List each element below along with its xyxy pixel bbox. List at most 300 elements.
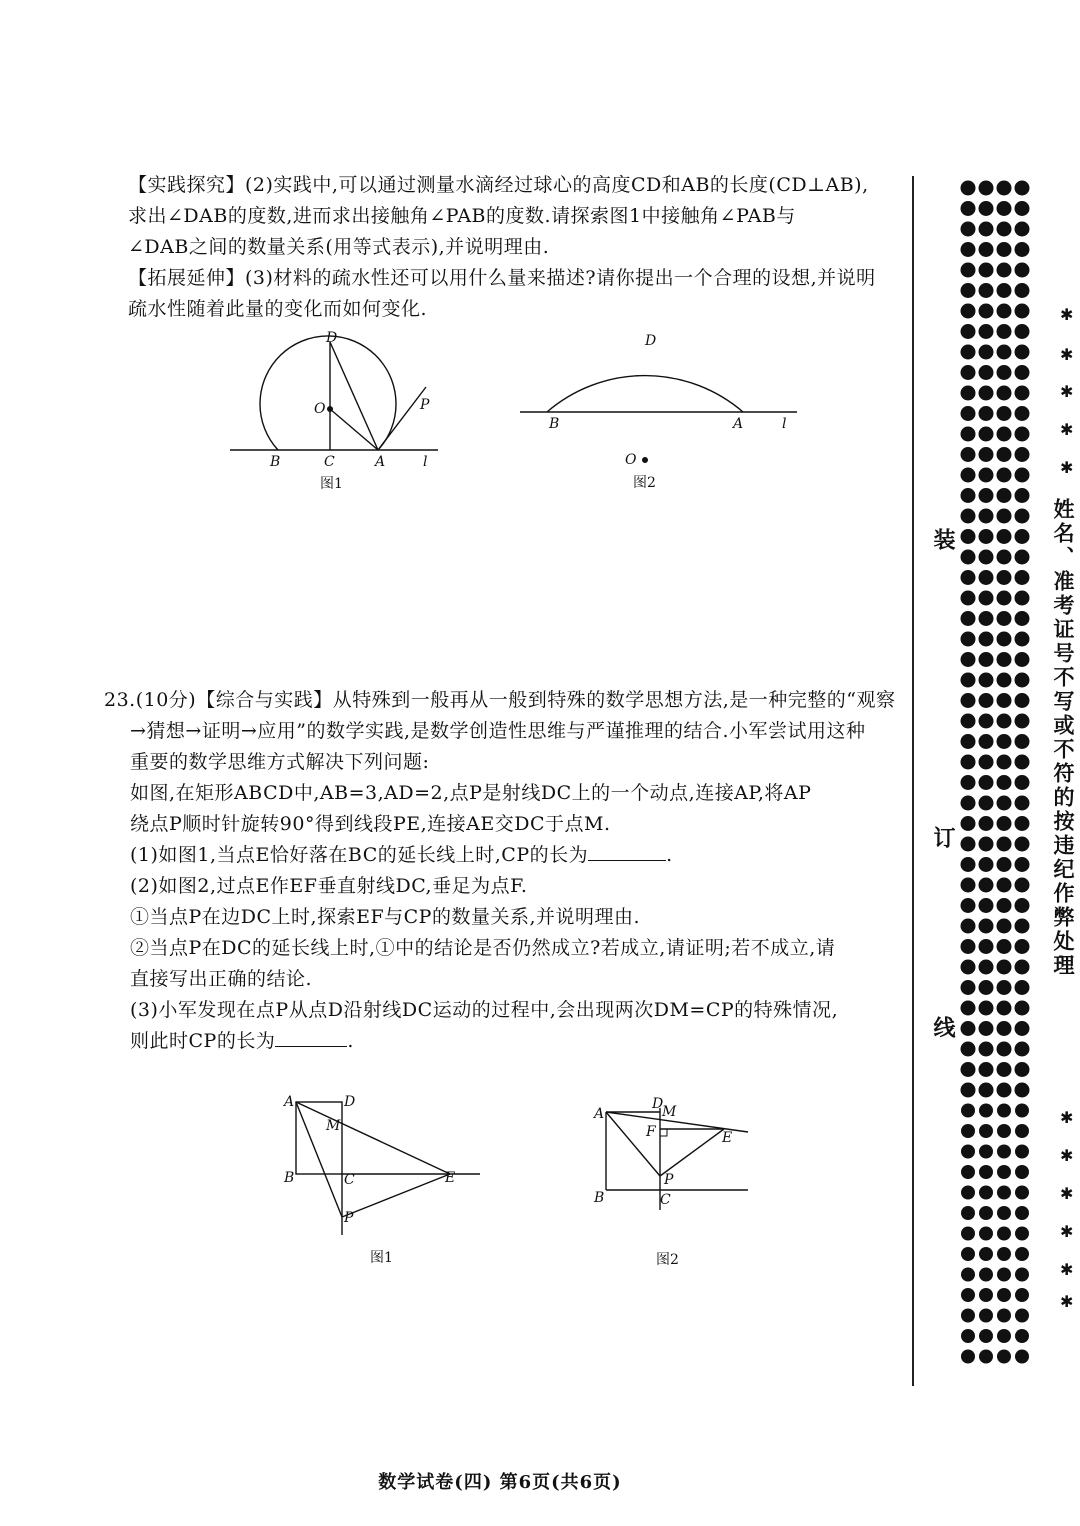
binding-char-ding: 订 bbox=[930, 826, 956, 848]
center-point-o bbox=[642, 457, 648, 463]
margin-dot bbox=[979, 1042, 994, 1057]
margin-dot bbox=[979, 837, 994, 852]
margin-dot bbox=[979, 1227, 993, 1241]
margin-dot bbox=[961, 1042, 976, 1057]
segment-pe bbox=[342, 1174, 450, 1217]
label-m: M bbox=[326, 1118, 341, 1134]
label-l: l bbox=[782, 416, 787, 432]
margin-dot bbox=[979, 1021, 994, 1036]
margin-dot bbox=[961, 693, 976, 708]
margin-dot bbox=[979, 734, 994, 749]
q23-sub-3-1: (3)小军发现在点P从点D沿射线DC运动的过程中,会出现两次DM=CP的特殊情况, bbox=[130, 999, 839, 1021]
margin-dot bbox=[961, 632, 976, 647]
question-23 bbox=[104, 685, 898, 1057]
margin-dot bbox=[997, 734, 1012, 749]
margin-dot bbox=[961, 857, 976, 872]
margin-dot bbox=[961, 1268, 975, 1282]
margin-dot bbox=[961, 878, 976, 893]
exam-notice: 姓名、准考证号不写或不符的按违纪作弊处理 bbox=[1051, 498, 1076, 978]
margin-dot bbox=[997, 1350, 1011, 1364]
binding-char-zhuang: 装 bbox=[930, 528, 956, 550]
margin-dot bbox=[961, 960, 976, 975]
margin-dot bbox=[1015, 1227, 1029, 1241]
margin-dot bbox=[961, 1350, 975, 1364]
practice-section bbox=[128, 170, 898, 325]
margin-dot bbox=[961, 1186, 975, 1200]
margin-dot bbox=[961, 181, 976, 196]
q23-sub-3-end: . bbox=[347, 1030, 354, 1052]
margin-dot bbox=[997, 1083, 1012, 1098]
margin-dot bbox=[1015, 529, 1030, 544]
margin-dot bbox=[997, 960, 1012, 975]
margin-dot bbox=[961, 714, 976, 729]
margin-dot bbox=[997, 1309, 1011, 1323]
margin-dot bbox=[1015, 980, 1030, 995]
margin-dot bbox=[961, 652, 976, 667]
label-a: A bbox=[733, 416, 744, 432]
margin-dot bbox=[1015, 1165, 1029, 1179]
margin-dot bbox=[997, 611, 1012, 626]
margin-dot bbox=[997, 796, 1012, 811]
margin-dot bbox=[979, 755, 994, 770]
caption-q23-fig-1: 图1 bbox=[370, 1250, 393, 1266]
margin-dot bbox=[1015, 1247, 1029, 1261]
margin-dot bbox=[961, 365, 976, 380]
margin-dot bbox=[1015, 1001, 1030, 1016]
practice-text-2: 求出∠DAB的度数,进而求出接触角∠PAB的度数.请探索图1中接触角∠PAB与 bbox=[128, 205, 796, 227]
margin-dot bbox=[997, 201, 1012, 216]
margin-dot bbox=[997, 673, 1012, 688]
margin-dot bbox=[979, 960, 994, 975]
margin-dot bbox=[997, 570, 1012, 585]
right-angle-mark bbox=[660, 1129, 667, 1136]
label-b: B bbox=[594, 1190, 605, 1206]
dot-pattern-svg bbox=[960, 180, 1040, 1380]
label-c: C bbox=[344, 1172, 355, 1188]
margin-dot bbox=[1015, 898, 1030, 913]
margin-dot bbox=[979, 242, 994, 257]
star-mark: ✱ bbox=[1060, 1292, 1074, 1311]
binding-char-xian: 线 bbox=[930, 1016, 956, 1038]
margin-dot bbox=[997, 591, 1012, 606]
margin-dot bbox=[961, 1104, 975, 1118]
margin-dot bbox=[961, 283, 976, 298]
margin-dot bbox=[997, 1021, 1012, 1036]
q23-line-5: 绕点P顺时针旋转90°得到线段PE,连接AE交DC于点M. bbox=[130, 813, 611, 835]
margin-dot bbox=[1015, 796, 1030, 811]
caption-fig-2: 图2 bbox=[633, 475, 656, 491]
label-e: E bbox=[722, 1130, 733, 1146]
margin-dot bbox=[997, 1145, 1011, 1159]
star-mark: ✱ bbox=[1060, 458, 1074, 477]
margin-dot bbox=[961, 1206, 975, 1220]
margin-dot bbox=[1015, 181, 1030, 196]
margin-dot bbox=[1015, 570, 1030, 585]
margin-dot bbox=[979, 222, 994, 237]
margin-dot bbox=[979, 1104, 993, 1118]
margin-dot bbox=[961, 1309, 975, 1323]
margin-dot bbox=[997, 386, 1012, 401]
margin-dot bbox=[961, 529, 976, 544]
margin-dot bbox=[979, 673, 994, 688]
margin-dot bbox=[1015, 714, 1030, 729]
margin-dot bbox=[997, 1186, 1011, 1200]
margin-dot bbox=[1015, 1309, 1029, 1323]
q23-line-3: 重要的数学思维方式解决下列问题: bbox=[130, 751, 430, 773]
margin-dot bbox=[961, 1062, 976, 1077]
margin-dot bbox=[979, 468, 994, 483]
margin-dot bbox=[997, 775, 1012, 790]
margin-dot bbox=[997, 755, 1012, 770]
margin-dot bbox=[997, 1247, 1011, 1261]
margin-dot bbox=[979, 775, 994, 790]
caption-fig-1: 图1 bbox=[320, 476, 343, 492]
margin-dot bbox=[1015, 878, 1030, 893]
caption-q23-fig-2: 图2 bbox=[656, 1252, 679, 1268]
margin-dot bbox=[961, 1124, 975, 1138]
margin-dot bbox=[997, 427, 1012, 442]
margin-dot bbox=[997, 304, 1012, 319]
label-o: O bbox=[625, 452, 637, 468]
margin-dot bbox=[979, 447, 994, 462]
margin-dot bbox=[979, 529, 994, 544]
margin-dot bbox=[997, 878, 1012, 893]
margin-dot bbox=[961, 1083, 976, 1098]
segment-ap bbox=[606, 1112, 660, 1176]
margin-dot bbox=[979, 427, 994, 442]
extend-text-1: (3)材料的疏水性还可以用什么量来描述?请你提出一个合理的设想,并说明 bbox=[245, 267, 876, 289]
margin-dot bbox=[979, 1083, 994, 1098]
q23-line-2: →猜想→证明→应用”的数学实践,是数学创造性思维与严谨推理的结合.小军尝试用这种 bbox=[130, 720, 866, 742]
margin-dot bbox=[1015, 1104, 1029, 1118]
margin-dot bbox=[961, 1288, 975, 1302]
label-l: l bbox=[423, 454, 428, 470]
margin-dot bbox=[979, 1268, 993, 1282]
margin-dot bbox=[1015, 755, 1030, 770]
margin-dot bbox=[1015, 919, 1030, 934]
star-mark: ✱ bbox=[1060, 305, 1074, 324]
margin-dot bbox=[961, 980, 976, 995]
segment-ap bbox=[378, 387, 426, 450]
margin-dot bbox=[1015, 1124, 1029, 1138]
label-p: P bbox=[344, 1210, 354, 1226]
margin-dot bbox=[961, 673, 976, 688]
margin-dot bbox=[1015, 550, 1030, 565]
answer-blank-1[interactable] bbox=[588, 842, 666, 861]
margin-dot bbox=[961, 550, 976, 565]
margin-dot bbox=[1015, 242, 1030, 257]
segment-pe bbox=[660, 1129, 724, 1176]
star-mark: ✱ bbox=[1060, 1146, 1074, 1165]
margin-dot bbox=[961, 324, 976, 339]
margin-dot bbox=[997, 837, 1012, 852]
margin-dot bbox=[1015, 386, 1030, 401]
q23-line-4: 如图,在矩形ABCD中,AB=3,AD=2,点P是射线DC上的一个动点,连接AP,将AP bbox=[130, 782, 812, 804]
margin-dot bbox=[997, 324, 1012, 339]
margin-dot bbox=[1015, 468, 1030, 483]
margin-dot bbox=[979, 1309, 993, 1323]
margin-dot bbox=[1015, 816, 1030, 831]
segment-ae bbox=[296, 1102, 450, 1174]
star-mark: ✱ bbox=[1060, 1222, 1074, 1241]
margin-dot bbox=[961, 386, 976, 401]
label-e: E bbox=[445, 1170, 456, 1186]
margin-dot bbox=[997, 1206, 1011, 1220]
q23-sub-2b-1: ②当点P在DC的延长线上时,①中的结论是否仍然成立?若成立,请证明;若不成立,请 bbox=[130, 937, 836, 959]
practice-label: 【实践探究】 bbox=[128, 174, 246, 196]
margin-dot bbox=[979, 345, 994, 360]
margin-dot bbox=[961, 1001, 976, 1016]
margin-dot bbox=[979, 1186, 993, 1200]
bubble-dot-grid bbox=[960, 180, 1040, 1384]
label-b: B bbox=[549, 416, 560, 432]
margin-dot bbox=[979, 1329, 993, 1343]
q23-figure-2 bbox=[590, 1092, 755, 1276]
margin-dot bbox=[979, 1206, 993, 1220]
margin-dot bbox=[997, 1001, 1012, 1016]
margin-dot bbox=[997, 857, 1012, 872]
margin-dot bbox=[961, 570, 976, 585]
top-figure-2 bbox=[515, 330, 805, 499]
answer-blank-3[interactable] bbox=[275, 1028, 347, 1047]
margin-dot bbox=[1015, 1145, 1029, 1159]
margin-dot bbox=[961, 201, 976, 216]
label-d: D bbox=[652, 1096, 664, 1112]
q23-sub-3-2: 则此时CP的长为 bbox=[130, 1030, 276, 1052]
margin-dot bbox=[979, 591, 994, 606]
margin-dot bbox=[961, 898, 976, 913]
margin-dot bbox=[997, 529, 1012, 544]
margin-dot bbox=[997, 1124, 1011, 1138]
margin-dot bbox=[961, 1145, 975, 1159]
margin-dot bbox=[961, 591, 976, 606]
segment-da bbox=[330, 342, 378, 450]
label-b: B bbox=[270, 454, 281, 470]
margin-dot bbox=[997, 1227, 1011, 1241]
margin-dot bbox=[979, 816, 994, 831]
margin-dot bbox=[979, 878, 994, 893]
margin-dot bbox=[979, 488, 994, 503]
margin-dot bbox=[1015, 960, 1030, 975]
margin-dot bbox=[997, 345, 1012, 360]
margin-dot bbox=[979, 570, 994, 585]
margin-dot bbox=[961, 468, 976, 483]
label-p: P bbox=[664, 1172, 674, 1188]
margin-dot bbox=[997, 1042, 1012, 1057]
label-d: D bbox=[645, 333, 657, 349]
margin-dot bbox=[979, 1124, 993, 1138]
margin-dot bbox=[979, 1350, 993, 1364]
label-a: A bbox=[375, 454, 386, 470]
q23-line-1: 23.(10分)【综合与实践】从特殊到一般再从一般到特殊的数学思想方法,是一种完整的“观察 bbox=[104, 689, 896, 711]
margin-dot bbox=[1015, 345, 1030, 360]
margin-dot bbox=[961, 1227, 975, 1241]
margin-dot bbox=[979, 632, 994, 647]
margin-dot bbox=[1015, 591, 1030, 606]
margin-dot bbox=[1015, 201, 1030, 216]
margin-dot bbox=[1015, 509, 1030, 524]
margin-dot bbox=[979, 201, 994, 216]
margin-dot bbox=[979, 1165, 993, 1179]
margin-dot bbox=[997, 1165, 1011, 1179]
page-footer: 数学试卷(四) 第6页(共6页) bbox=[378, 1472, 622, 1493]
margin-dot bbox=[997, 263, 1012, 278]
margin-dot bbox=[961, 919, 976, 934]
label-p: P bbox=[420, 397, 430, 413]
q23-sub-1: (1)如图1,当点E恰好落在BC的延长线上时,CP的长为 bbox=[130, 844, 589, 866]
margin-dot bbox=[979, 365, 994, 380]
margin-dot bbox=[961, 796, 976, 811]
margin-dot bbox=[997, 1288, 1011, 1302]
margin-dot bbox=[1015, 734, 1030, 749]
margin-dot bbox=[979, 857, 994, 872]
margin-dot bbox=[997, 714, 1012, 729]
margin-dot bbox=[961, 427, 976, 442]
margin-dot bbox=[997, 632, 1012, 647]
star-mark: ✱ bbox=[1060, 1108, 1074, 1127]
margin-dot bbox=[997, 980, 1012, 995]
margin-dot bbox=[979, 283, 994, 298]
margin-dot bbox=[979, 611, 994, 626]
label-o: O bbox=[314, 401, 326, 417]
margin-dot bbox=[1015, 324, 1030, 339]
q23-sub-1-end: . bbox=[666, 844, 673, 866]
margin-dot bbox=[997, 1062, 1012, 1077]
droplet-circle bbox=[260, 336, 396, 450]
q23-sub-2a: ①当点P在边DC上时,探索EF与CP的数量关系,并说明理由. bbox=[130, 906, 641, 928]
margin-dot bbox=[1015, 1042, 1030, 1057]
margin-dot bbox=[961, 304, 976, 319]
margin-dot bbox=[997, 283, 1012, 298]
margin-dot bbox=[1015, 1288, 1029, 1302]
margin-dot bbox=[997, 1104, 1011, 1118]
center-point-o bbox=[327, 406, 333, 412]
margin-dot bbox=[997, 1329, 1011, 1343]
margin-dot bbox=[979, 714, 994, 729]
margin-dot bbox=[961, 406, 976, 421]
margin-dot bbox=[997, 652, 1012, 667]
margin-dot bbox=[979, 898, 994, 913]
margin-dot bbox=[979, 919, 994, 934]
margin-dot bbox=[961, 242, 976, 257]
margin-dot bbox=[1015, 283, 1030, 298]
star-mark: ✱ bbox=[1060, 1260, 1074, 1279]
label-m: M bbox=[662, 1104, 677, 1120]
margin-dot bbox=[979, 652, 994, 667]
extend-label: 【拓展延伸】 bbox=[128, 267, 246, 289]
margin-dot bbox=[997, 468, 1012, 483]
margin-dot bbox=[1015, 222, 1030, 237]
margin-dot bbox=[961, 837, 976, 852]
margin-dot bbox=[1015, 427, 1030, 442]
star-mark: ✱ bbox=[1060, 345, 1074, 364]
margin-dot bbox=[961, 755, 976, 770]
margin-dot bbox=[979, 263, 994, 278]
margin-dot bbox=[979, 324, 994, 339]
label-a: A bbox=[594, 1106, 605, 1122]
margin-dot bbox=[997, 816, 1012, 831]
q23-figure-1 bbox=[280, 1090, 495, 1274]
margin-dot bbox=[1015, 1329, 1029, 1343]
margin-dot bbox=[961, 488, 976, 503]
margin-dot bbox=[997, 1268, 1011, 1282]
margin-dot bbox=[1015, 837, 1030, 852]
margin-dot bbox=[961, 1165, 975, 1179]
label-b: B bbox=[284, 1170, 295, 1186]
margin-dot bbox=[979, 1288, 993, 1302]
margin-dot bbox=[997, 222, 1012, 237]
margin-dot bbox=[997, 406, 1012, 421]
margin-dot bbox=[1015, 1268, 1029, 1282]
margin-dot bbox=[1015, 263, 1030, 278]
margin-dot bbox=[997, 509, 1012, 524]
droplet-arc bbox=[547, 376, 743, 412]
star-mark: ✱ bbox=[1060, 1184, 1074, 1203]
practice-text-3: ∠DAB之间的数量关系(用等式表示),并说明理由. bbox=[128, 236, 550, 258]
margin-dot bbox=[1015, 939, 1030, 954]
label-d: D bbox=[326, 330, 338, 346]
margin-dot bbox=[961, 816, 976, 831]
margin-dot bbox=[961, 1247, 975, 1261]
margin-dot bbox=[961, 509, 976, 524]
binding-line bbox=[912, 176, 914, 1386]
margin-dot bbox=[961, 939, 976, 954]
margin-dot bbox=[1015, 447, 1030, 462]
margin-dot bbox=[979, 509, 994, 524]
margin-dot bbox=[997, 181, 1012, 196]
label-c: C bbox=[660, 1192, 671, 1208]
label-a: A bbox=[284, 1094, 295, 1110]
margin-dot bbox=[997, 550, 1012, 565]
margin-dot bbox=[979, 1062, 994, 1077]
margin-dot bbox=[997, 693, 1012, 708]
margin-dot bbox=[979, 796, 994, 811]
margin-dot bbox=[961, 447, 976, 462]
margin-dot bbox=[1015, 857, 1030, 872]
extend-text-2: 疏水性随着此量的变化而如何变化. bbox=[128, 298, 428, 320]
margin-dot bbox=[961, 1021, 976, 1036]
margin-dot bbox=[1015, 632, 1030, 647]
margin-dot bbox=[1015, 775, 1030, 790]
margin-dot bbox=[1015, 304, 1030, 319]
margin-dot bbox=[979, 1247, 993, 1261]
margin-dot bbox=[1015, 693, 1030, 708]
star-mark: ✱ bbox=[1060, 382, 1074, 401]
margin-dot bbox=[997, 447, 1012, 462]
margin-dot bbox=[1015, 1186, 1029, 1200]
margin-dot bbox=[1015, 673, 1030, 688]
margin-dot bbox=[979, 406, 994, 421]
margin-dot bbox=[979, 386, 994, 401]
margin-dot bbox=[979, 980, 994, 995]
margin-dot bbox=[1015, 1021, 1030, 1036]
margin-dot bbox=[979, 1145, 993, 1159]
margin-dot bbox=[979, 181, 994, 196]
margin-dot bbox=[961, 611, 976, 626]
margin-dot bbox=[979, 1001, 994, 1016]
margin-dot bbox=[1015, 611, 1030, 626]
margin-dot bbox=[979, 550, 994, 565]
margin-dot bbox=[961, 222, 976, 237]
margin-dot bbox=[979, 304, 994, 319]
margin-dot bbox=[979, 939, 994, 954]
margin-dot bbox=[997, 242, 1012, 257]
margin-dot bbox=[1015, 1206, 1029, 1220]
label-c: C bbox=[324, 454, 335, 470]
margin-dot bbox=[997, 488, 1012, 503]
star-mark: ✱ bbox=[1060, 420, 1074, 439]
margin-dot bbox=[961, 1329, 975, 1343]
